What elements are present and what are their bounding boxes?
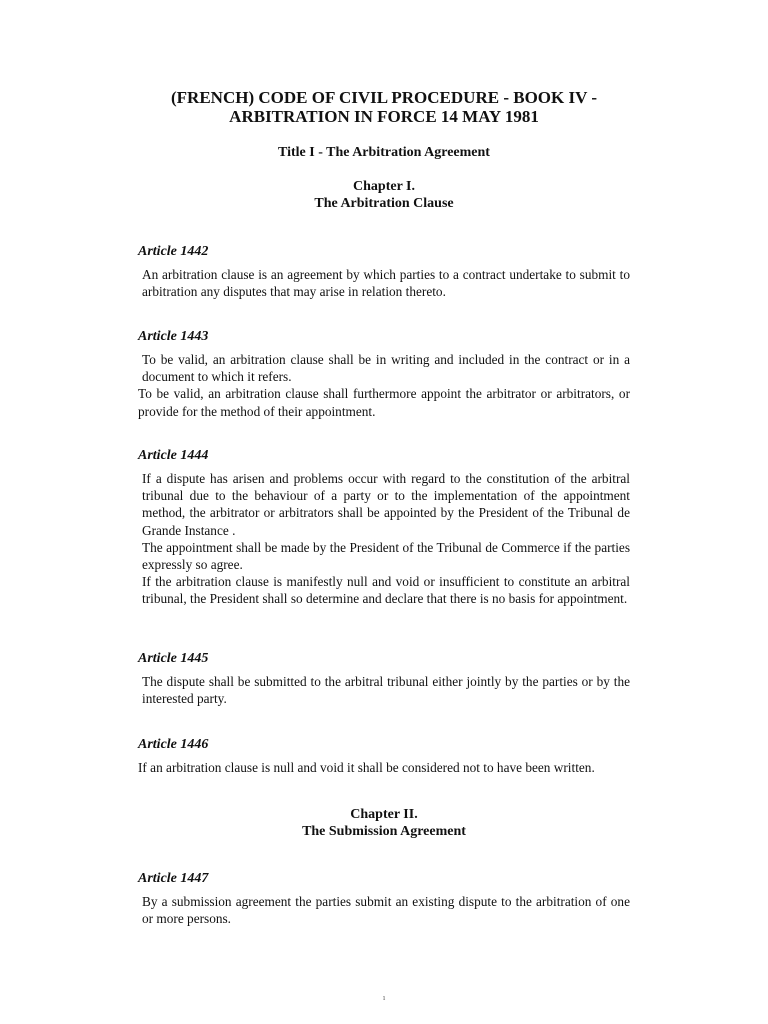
article-heading: Article 1445 — [138, 651, 209, 666]
title-heading: Title I - The Arbitration Agreement — [278, 145, 490, 160]
article-paragraph: The appointment shall be made by the President of the Tribunal de Commerce if the parties expressly so agree. — [142, 539, 630, 573]
article-paragraph: The dispute shall be submitted to the arbitral tribunal either jointly by the parties or by the interested party. — [142, 674, 630, 707]
article-paragraph: If a dispute has arisen and problems occur with regard to the constitution of the arbitral tribunal due to the behaviour of a party or to the implementation of the appointment method, the arbitrator or arbitrators shall be appointed by the President of the Tribunal de Grande Instance . — [142, 471, 630, 538]
chapter-2-name: The Submission Agreement — [302, 824, 466, 839]
article-paragraph: To be valid, an arbitration clause shall be in writing and included in the contract or in a document to which it refers. — [142, 352, 630, 385]
chapter-2-number: Chapter II. — [350, 807, 418, 822]
page-number: 1 — [382, 996, 386, 1002]
article-heading: Article 1442 — [138, 244, 209, 259]
article-1446 — [138, 736, 630, 776]
article-1445 — [138, 650, 630, 707]
article-paragraph: If the arbitration clause is manifestly null and void or insufficient to constitute an arbitral tribunal, the President shall so determine and declare that there is no basis for appointment. — [142, 574, 630, 607]
article-paragraph: By a submission agreement the parties submit an existing dispute to the arbitration of one or more persons. — [142, 894, 630, 927]
document-title — [0, 88, 768, 126]
article-paragraph: An arbitration clause is an agreement by which parties to a contract undertake to submit to arbitration any disputes that may arise in relation thereto. — [142, 267, 630, 300]
article-heading: Article 1446 — [138, 737, 209, 752]
article-paragraph: To be valid, an arbitration clause shall furthermore appoint the arbitrator or arbitrators, or provide for the method of their appointment. — [138, 386, 630, 419]
article-heading: Article 1444 — [138, 448, 209, 463]
chapter-1-number: Chapter I. — [353, 179, 415, 194]
document-title-line-1: (FRENCH) CODE OF CIVIL PROCEDURE - BOOK IV - — [171, 88, 597, 107]
chapter-1-name: The Arbitration Clause — [314, 196, 454, 211]
article-heading: Article 1443 — [138, 329, 209, 344]
document-title-line-2: ARBITRATION IN FORCE 14 MAY 1981 — [229, 107, 539, 126]
article-1442 — [138, 243, 630, 300]
article-heading: Article 1447 — [138, 871, 209, 886]
article-1444 — [138, 447, 630, 608]
chapter-1-heading — [0, 178, 768, 212]
article-1443 — [138, 328, 630, 420]
article-1447 — [138, 870, 630, 927]
article-paragraph: If an arbitration clause is null and void it shall be considered not to have been written. — [138, 760, 595, 775]
chapter-2-heading — [0, 806, 768, 840]
